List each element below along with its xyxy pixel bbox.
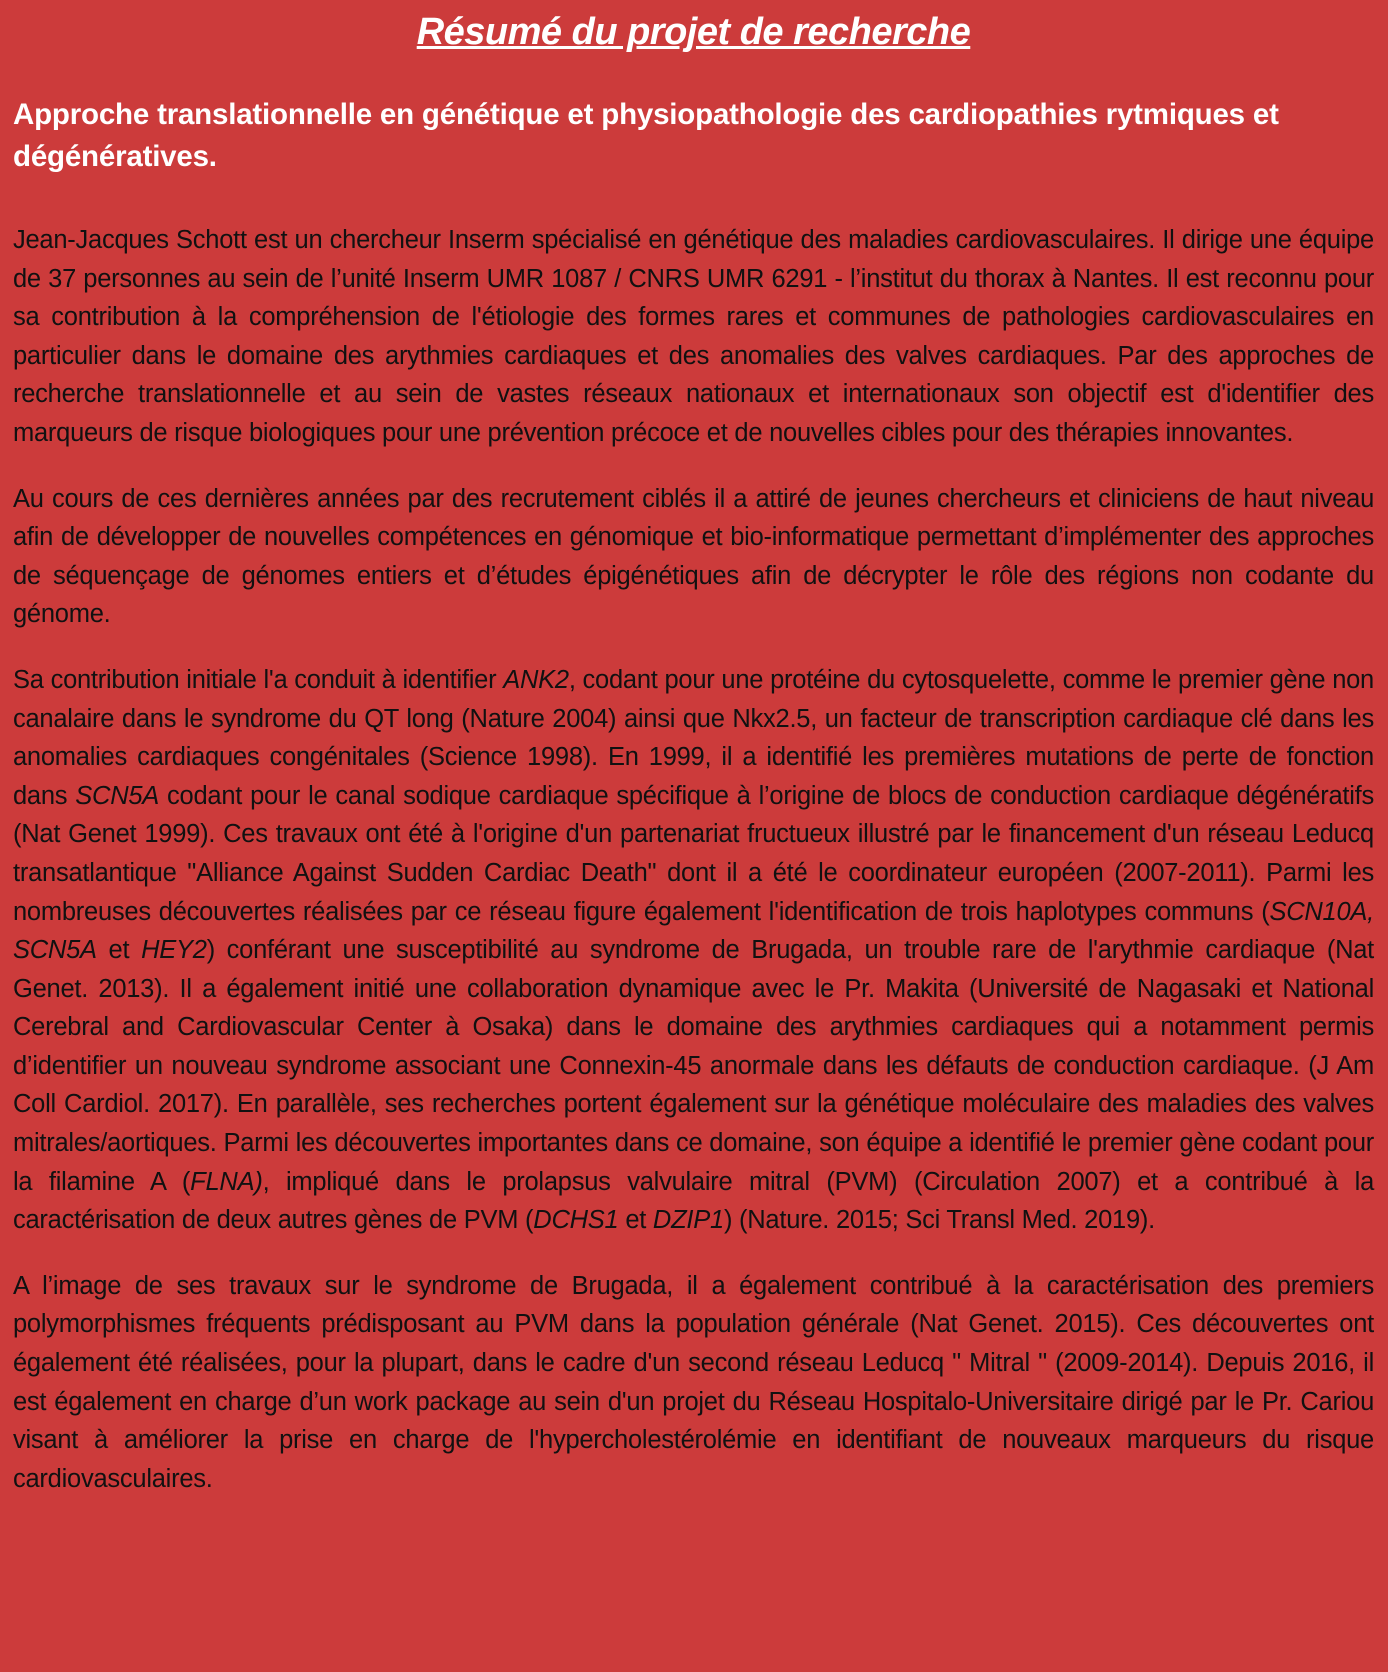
paragraph-text: ) conférant une susceptibilité au syndrome de Brugada, un trouble rare de l'arythmie cardiaque (Nat Genet. 2013). Il a également initié une collaboration dynamique avec le Pr. Makita (Université de Nagasaki et National Cerebral and Cardiovascular Center à Osaka) dans le domaine des arythmies cardiaques qui a notamment permis d’identifier un nouveau syndrome associant une Connexin-45 anormale dans les défauts de conduction cardiaque. (J Am Coll Cardiol. 2017). En parallèle, ses recherches portent également sur la génétique moléculaire des maladies des valves mitrales/aortiques. Parmi les découvertes importantes dans ce domaine, son équipe a identifié le premier gène codant pour la filamine A ( (13, 936, 1375, 1196)
paragraph-text: Au cours de ces dernières années par des recrutement ciblés il a attiré de jeunes chercheurs et cliniciens de haut niveau afin de développer de nouvelles compétences en génomique et bio-informatique permettant d’implémenter des approches de séquençage de génomes entiers et d’études épigénétiques afin de décrypter le rôle des régions non codante du génome. (13, 484, 1374, 629)
paragraph-3 (13, 661, 1374, 1240)
paragraph-text: et (618, 1206, 653, 1235)
paragraph-4 (13, 1267, 1374, 1499)
gene-name-italic: DZIP1 (652, 1206, 724, 1235)
paragraph-1 (13, 221, 1374, 453)
paragraph-text: Jean-Jacques Schott est un chercheur Inserm spécialisé en génétique des maladies cardiovasculaires. Il dirige une équipe de 37 personnes au sein de l’unité Inserm UMR 1087 / CNRS UMR 6291 - l’institut du thorax à Nantes. Il est reconnu pour sa contribution à la compréhension de l'étiologie des formes rares et communes de pathologies cardiovasculaires en particulier dans le domaine des arythmies cardiaques et des anomalies des valves cardiaques. Par des approches de recherche translationnelle et au sein de vastes réseaux nationaux et internationaux son objectif est d'identifier des marqueurs de risque biologiques pour une prévention précoce et de nouvelles cibles pour des thérapies innovantes. (13, 226, 1374, 447)
gene-name-italic: SCN10A, SCN5A (13, 897, 1374, 965)
paragraph-text: et (96, 936, 142, 965)
paragraph-text: ) (Nature. 2015; Sci Transl Med. 2019). (723, 1206, 1155, 1235)
paragraph-2 (13, 480, 1374, 634)
paragraph-text: , impliqué dans le prolapsus valvulaire mitral (PVM) (Circulation 2007) et a contribué à la caractérisation de deux autres gènes de PVM ( (13, 1167, 1374, 1235)
gene-name-italic: HEY2 (141, 936, 207, 965)
paragraph-text: Sa contribution initiale l'a conduit à identifier (13, 665, 504, 694)
document-title: Résumé du projet de recherche (416, 11, 971, 53)
paragraph-text: codant pour le canal sodique cardiaque spécifique à l’origine de blocs de conduction cardiaque dégénératifs (Nat Genet 1999). Ces travaux ont été à l'origine d'un partenariat fructueux illustré par le financement d'un réseau Leducq transatlantique "Alliance Against Sudden Cardiac Death" dont il a été le coordinateur européen (2007-2011). Parmi les nombreuses découvertes réalisées par ce réseau figure également l'identification de trois haplotypes communs ( (13, 781, 1374, 926)
project-heading: Approche translationnelle en génétique et physiopathologie des cardiopathies rytmiques et dégénératives. (13, 98, 1279, 173)
gene-name-italic: FLNA) (190, 1167, 263, 1196)
gene-name-italic: ANK2 (503, 665, 569, 694)
paragraph-text: A l’image de ses travaux sur le syndrome de Brugada, il a également contribué à la caractérisation des premiers polymorphismes fréquents prédisposant au PVM dans la population générale (Nat Genet. 2015). Ces découvertes ont également été réalisées, pour la plupart, dans le cadre d'un second réseau Leducq " Mitral " (2009-2014). Depuis 2016, il est également en charge d’un work package au sein d'un projet du Réseau Hospitalo-Universitaire dirigé par le Pr. Cariou visant à améliorer la prise en charge de l'hypercholestérolémie en identifiant de nouveaux marqueurs du risque cardiovasculaires. (13, 1271, 1374, 1493)
gene-name-italic: DCHS1 (533, 1206, 619, 1235)
paragraph-text: , codant pour une protéine du cytosquelette, comme le premier gène non canalaire dans le syndrome du QT long (Nature 2004) ainsi que Nkx2.5, un facteur de transcription cardiaque clé dans les anomalies cardiaques congénitales (Science 1998). En 1999, il a identifié les premières mutations de perte de fonction dans (13, 665, 1374, 810)
gene-name-italic: SCN5A (75, 781, 160, 810)
